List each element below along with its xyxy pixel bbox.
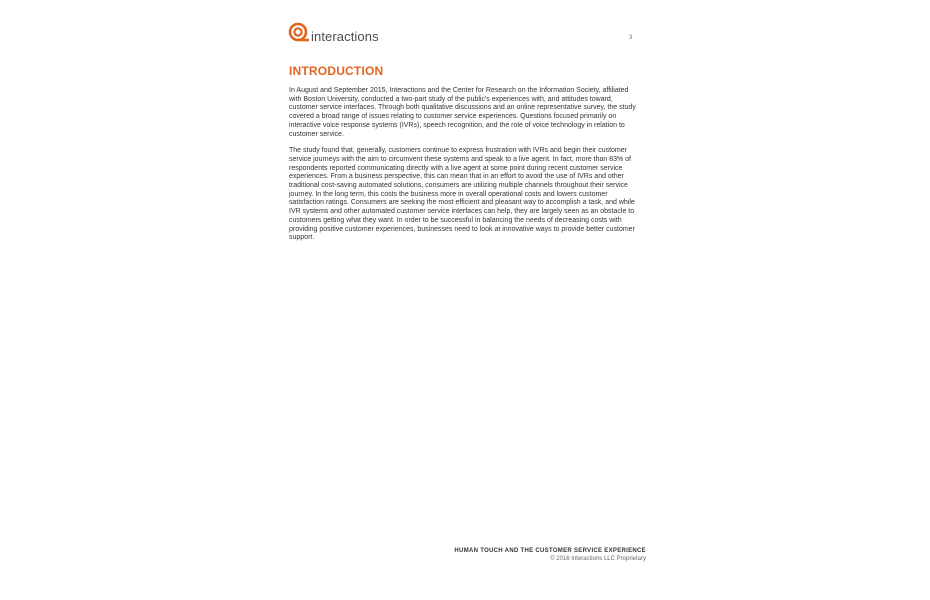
interactions-logo-icon: [288, 22, 310, 44]
footer-copyright: © 2016 Interactions LLC Proprietary: [550, 556, 646, 562]
interactions-logo: [288, 20, 379, 44]
section-body: [289, 87, 641, 251]
page-number: 3: [629, 35, 633, 41]
section-heading: INTRODUCTION: [289, 64, 384, 78]
page-footer: [454, 547, 646, 563]
logo-wordmark: interactions: [311, 29, 379, 44]
paragraph: The study found that, generally, customers continue to express frustration with IVRs and begin their customer service journeys with the aim to circumvent these systems and speak to a live agent. In fact, more than 83% of respondents reported communicating directly with a live agent at some point during recent customer service experiences. From a business perspective, this can mean that in an effort to avoid the use of IVRs and other traditional cost-saving automated solutions, consumers are utilizing multiple channels throughout their service journey. In the long term, this costs the business more in overall operational costs and lowers customer satisfaction ratings. Consumers are seeking the most efficient and pleasant way to accomplish a task, and while IVR systems and other automated customer service interfaces can help, they are largely seen as an obstacle to customers getting what they want. In order to be successful in balancing the needs of decreasing costs with providing positive customer experiences, businesses need to look at innovative ways to provide better customer support.: [289, 147, 635, 242]
paragraph: In August and September 2015, Interactions and the Center for Research on the Information Society, affiliated with Boston University, conducted a two-part study of the public's experiences with, and attitudes toward, customer service interfaces. Through both qualitative discussions and an online representative survey, the study covered a broad range of issues relating to customer service experiences. Questions focused primarily on interactive voice response systems (IVRs), speech recognition, and the role of voice technology in relation to customer service.: [289, 87, 636, 138]
footer-title: HUMAN TOUCH AND THE CUSTOMER SERVICE EXPERIENCE: [454, 548, 646, 554]
